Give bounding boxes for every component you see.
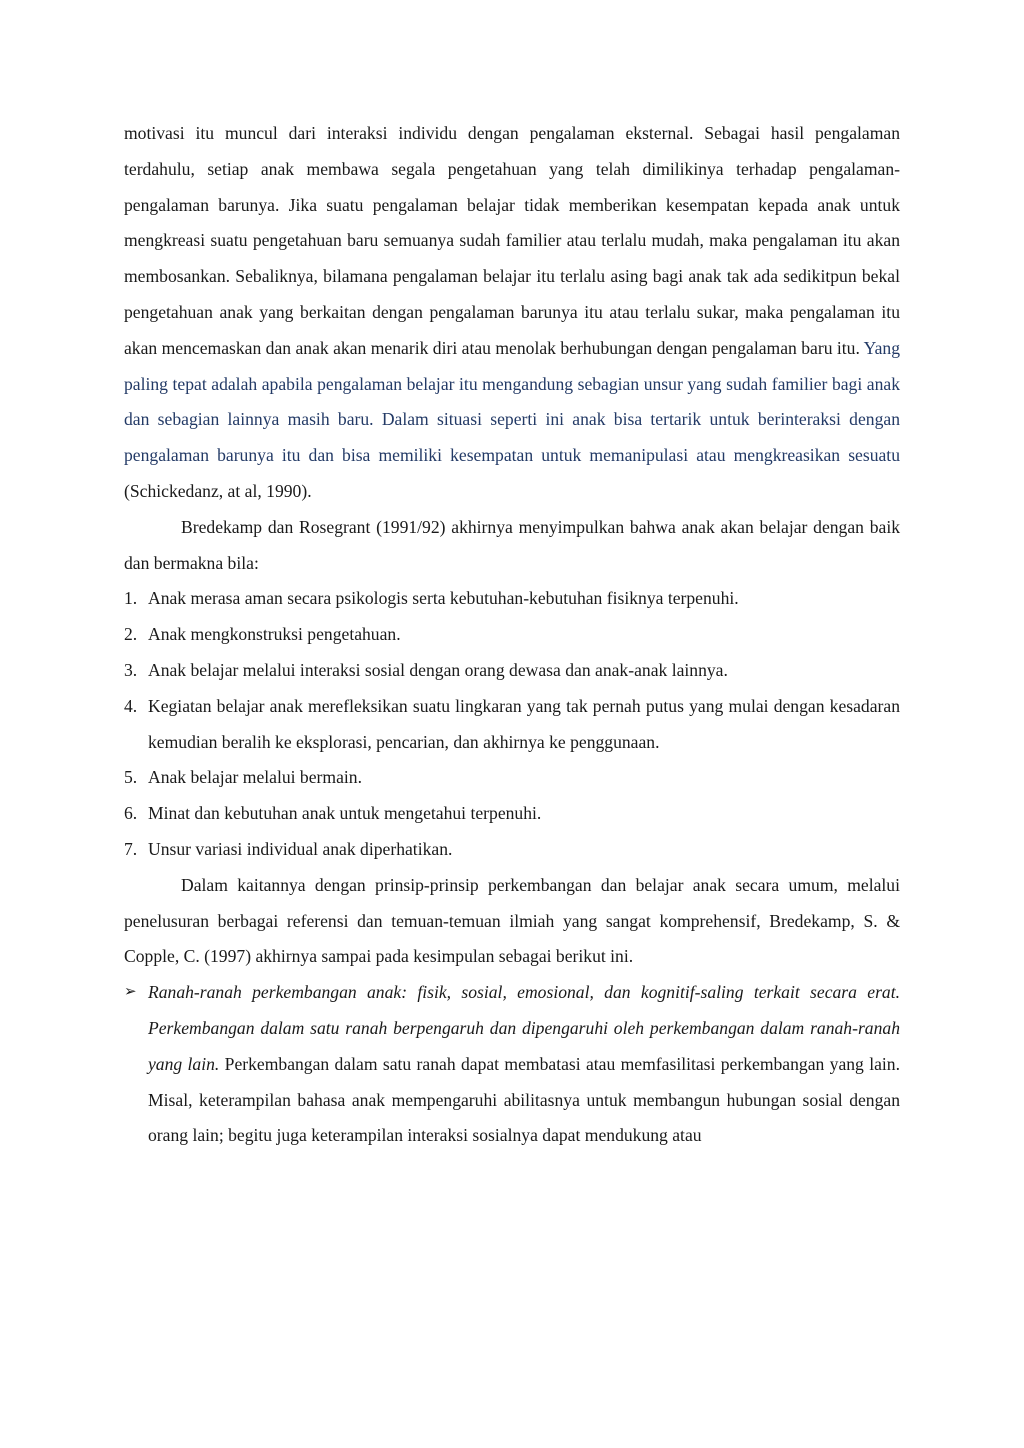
bullet-item-text: Perkembangan dalam satu ranah dapat membatasi atau memfasilitasi perkembangan yang lain. Misal, keterampilan bahasa anak mempengaruhi abilitasnya untuk membangun hubungan sosial dengan orang lain; begitu juga keterampilan interaksi sosialnya dapat mendukung atau (148, 1053, 900, 1146)
arrow-bullet-icon: ➢ (124, 984, 137, 1001)
list-item-text: Anak belajar melalui interaksi sosial dengan orang dewasa dan anak-anak lainnya. (148, 659, 728, 680)
list-item-text: Unsur variasi individual anak diperhatikan. (148, 838, 453, 859)
list-item-text: Anak mengkonstruksi pengetahuan. (148, 624, 401, 645)
list-item-text: Anak merasa aman secara psikologis serta kebutuhan-kebutuhan fisiknya terpenuhi. (148, 588, 739, 609)
list-item (124, 832, 900, 868)
bullet-item-italic-text: Ranah-ranah perkembangan anak: fisik, sosial, emosional, dan kognitif-saling terkait secara erat. Perkembangan dalam satu ranah berpengaruh dan dipengaruhi oleh perkembangan dalam ranah-ranah yang lain. (148, 982, 900, 1074)
document-page (124, 116, 900, 1154)
list-number: 5. (124, 767, 138, 788)
list-number: 4. (124, 695, 138, 716)
list-number: 3. (124, 659, 138, 680)
paragraph-motivation-text: motivasi itu muncul dari interaksi individu dengan pengalaman eksternal. Sebagai hasil pengalaman terdahulu, setiap anak membawa segala pengetahuan yang telah dimilikinya terhadap pengalaman-pengalaman barunya. Jika suatu pengalaman belajar tidak memberikan kesempatan kepada anak untuk mengkreasi suatu pengetahuan baru semuanya sudah familier atau terlalu mudah, maka pengalaman itu akan membosankan. Sebaliknya, bilamana pengalaman belajar itu terlalu asing bagi anak tak ada sedikitpun bekal pengetahuan anak yang berkaitan dengan pengalaman barunya itu atau terlalu sukar, maka pengalaman itu akan mencemaskan dan anak akan menarik diri atau menolak berhubungan dengan pengalaman baru itu. (124, 123, 900, 358)
bullet-item (124, 975, 900, 1154)
list-item (124, 617, 900, 653)
numbered-list (124, 581, 900, 867)
list-number: 2. (124, 624, 138, 645)
list-item-text: Kegiatan belajar anak merefleksikan suatu lingkaran yang tak pernah putus yang mulai dengan kesadaran kemudian beralih ke eksplorasi, pencarian, dan akhirnya ke penggunaan. (148, 695, 900, 752)
list-item-text: Minat dan kebutuhan anak untuk mengetahui terpenuhi. (148, 803, 542, 824)
list-item (124, 581, 900, 617)
paragraph-bredekamp-rosegrant: Bredekamp dan Rosegrant (1991/92) akhirnya menyimpulkan bahwa anak akan belajar dengan baik dan bermakna bila: (124, 516, 900, 573)
list-number: 7. (124, 838, 138, 859)
bullet-list (124, 975, 900, 1154)
paragraph-bredekamp-copple: Dalam kaitannya dengan prinsip-prinsip perkembangan dan belajar anak secara umum, melalui penelusuran berbagai referensi dan temuan-temuan ilmiah yang sangat komprehensif, Bredekamp, S. & Copple, C. (1997) akhirnya sampai pada kesimpulan sebagai berikut ini. (124, 874, 900, 967)
list-item (124, 760, 900, 796)
list-number: 6. (124, 803, 138, 824)
list-item (124, 796, 900, 832)
list-number: 1. (124, 588, 138, 609)
list-item (124, 689, 900, 761)
citation: (Schickedanz, at al, 1990). (124, 480, 312, 501)
highlighted-text: Yang paling tepat adalah apabila pengalaman belajar itu mengandung sebagian unsur yang sudah familier bagi anak dan sebagian lainnya masih baru. Dalam situasi seperti ini anak bisa tertarik untuk berinteraksi dengan pengalaman barunya itu dan bisa memiliki kesempatan untuk memanipulasi atau mengkreasikan sesuatu (124, 337, 901, 466)
list-item-text: Anak belajar melalui bermain. (148, 767, 362, 788)
list-item (124, 653, 900, 689)
paragraph-motivation (124, 116, 900, 510)
